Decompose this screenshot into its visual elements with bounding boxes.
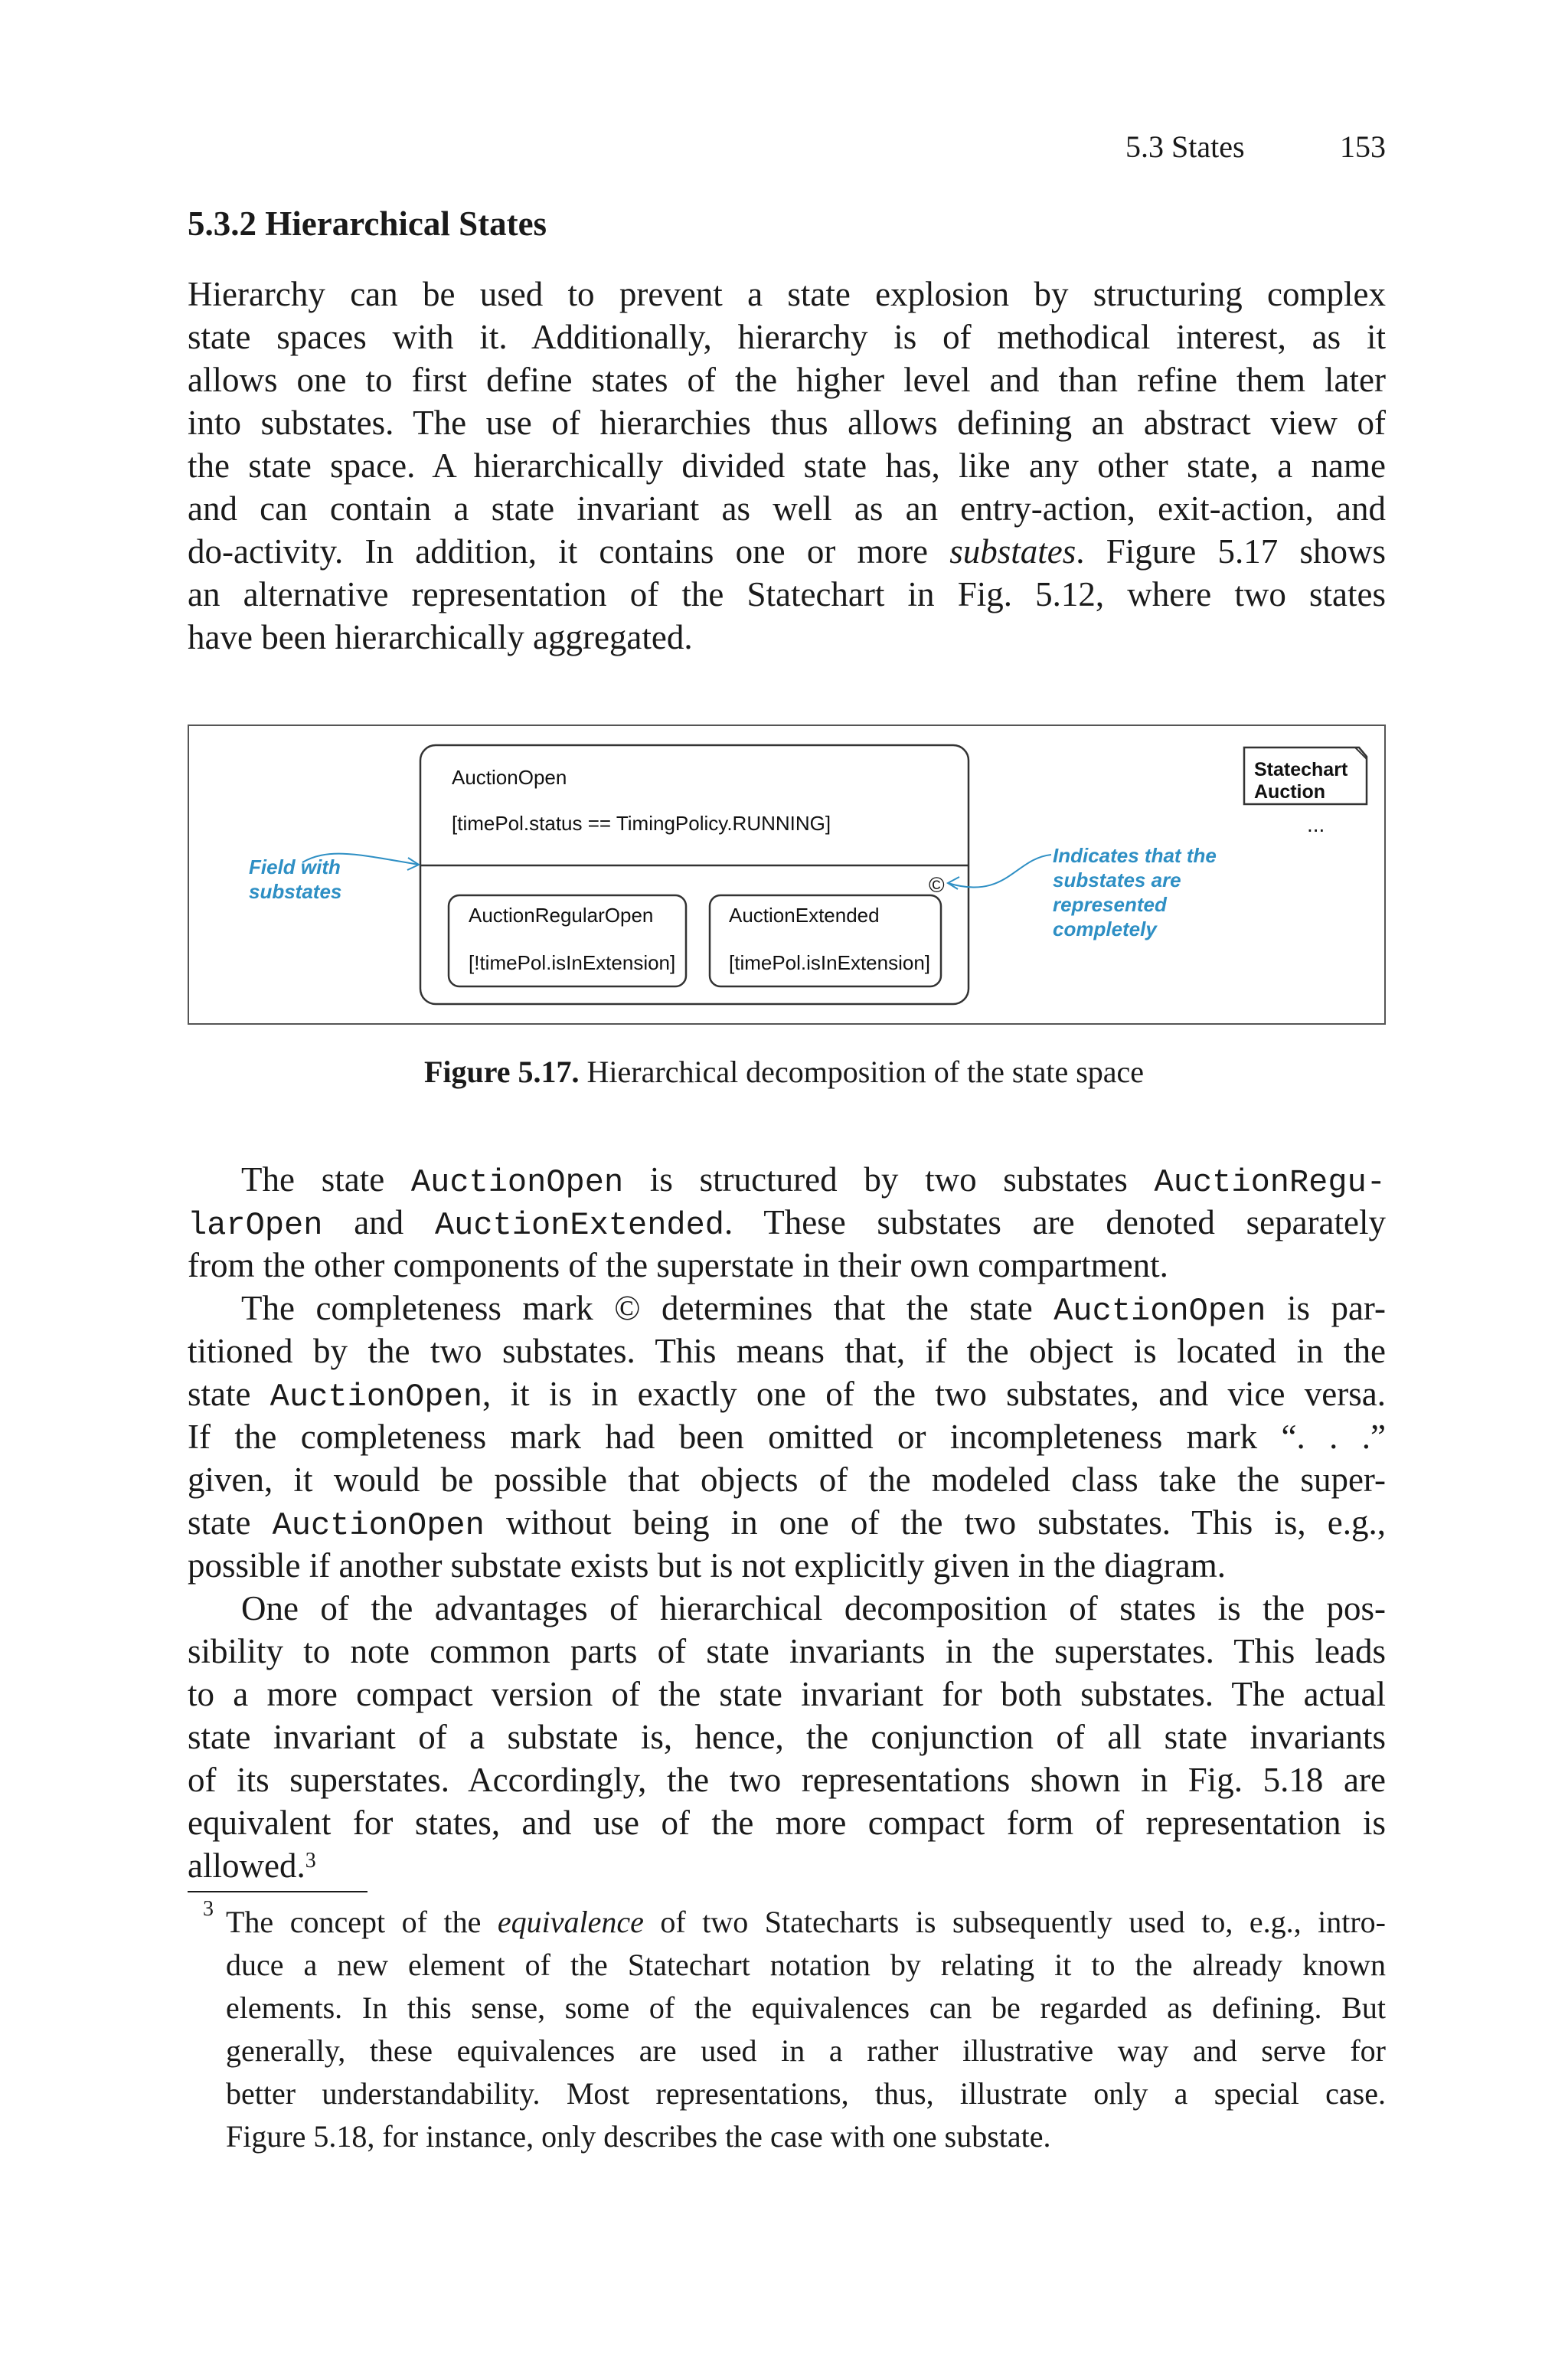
tag-line1: Statechart bbox=[1254, 759, 1348, 780]
figure-5-17 bbox=[188, 725, 1386, 1025]
superstate-invariant: [timePol.status == TimingPolicy.RUNNING] bbox=[452, 812, 831, 835]
paragraph-structure bbox=[188, 1158, 1386, 1287]
text-line: an alternative representation of the Statechart in Fig. 5.12, where two states bbox=[188, 575, 1386, 613]
paragraph-completeness bbox=[188, 1287, 1386, 1587]
annotation-field-line1: Field with bbox=[249, 855, 341, 878]
page-number: 153 bbox=[1340, 129, 1386, 164]
substate2-name: AuctionExtended bbox=[729, 904, 880, 927]
text-line: The completeness mark © determines that the state AuctionOpen is par- bbox=[241, 1289, 1386, 1330]
text-line: have been hierarchically aggregated. bbox=[188, 618, 693, 656]
footnote-line: duce a new element of the Statechart notation by relating it to the already known bbox=[226, 1948, 1386, 1982]
text-line: equivalent for states, and use of the more compact form of representation is bbox=[188, 1804, 1386, 1842]
text-line: possible if another substate exists but is not explicitly given in the diagram. bbox=[188, 1546, 1227, 1585]
section-heading: 5.3.2 Hierarchical States bbox=[188, 204, 547, 243]
emphasis-equivalence: equivalence bbox=[497, 1905, 644, 1939]
text-line: state invariant of a substate is, hence, the conjunction of all state invariants bbox=[188, 1718, 1386, 1756]
text-line: allows one to first define states of the higher level and than refine them later bbox=[188, 361, 1386, 399]
text-line: state spaces with it. Additionally, hierarchy is of methodical interest, as it bbox=[188, 318, 1386, 356]
text-line: state AuctionOpen, it is in exactly one of the two substates, and vice versa. bbox=[188, 1375, 1386, 1415]
text-line: do-activity. In addition, it contains one or more substates. Figure 5.17 shows bbox=[188, 532, 1386, 571]
substate2-invariant: [timePol.isInExtension] bbox=[729, 951, 931, 974]
annotation-complete-line2: substates are bbox=[1053, 868, 1181, 891]
tag-line2: Auction bbox=[1254, 781, 1326, 803]
footnote-mark: 3 bbox=[203, 1897, 214, 1921]
annotation-complete-line4: completely bbox=[1053, 918, 1157, 940]
footnote-line: generally, these equivalences are used in a rather illustrative way and serve for bbox=[226, 2033, 1386, 2068]
completeness-mark: © bbox=[929, 873, 945, 897]
figure-frame bbox=[188, 725, 1385, 1024]
emphasis-substates: substates bbox=[949, 532, 1076, 571]
text-line: Hierarchy can be used to prevent a state explosion by structuring complex bbox=[188, 275, 1386, 313]
text-line: of its superstates. Accordingly, the two representations shown in Fig. 5.18 are bbox=[188, 1761, 1386, 1799]
running-head-section: 5.3 States bbox=[1125, 129, 1245, 164]
text-line: titioned by the two substates. This means that, if the object is located in the bbox=[188, 1332, 1386, 1370]
text-line: the state space. A hierarchically divided state has, like any other state, a name bbox=[188, 446, 1386, 485]
annotation-complete-line3: represented bbox=[1053, 893, 1167, 916]
footnote-line: better understandability. Most representations, thus, illustrate only a special case. bbox=[226, 2076, 1386, 2111]
text-line: allowed.$^3$ bbox=[188, 1846, 316, 1885]
text-line: sibility to note common parts of state invariants in the superstates. This leads bbox=[188, 1632, 1386, 1670]
figure-caption bbox=[0, 1054, 1568, 1090]
caption-text: Hierarchical decomposition of the state space bbox=[579, 1055, 1145, 1089]
superstate-name: AuctionOpen bbox=[452, 766, 567, 789]
paragraph-intro bbox=[188, 273, 1386, 659]
text-line: If the completeness mark had been omitted or incompleteness mark “. . .” bbox=[188, 1418, 1386, 1456]
text-line: and can contain a state invariant as well as an entry-action, exit-action, and bbox=[188, 489, 1386, 528]
caption-label: Figure 5.17. bbox=[423, 1055, 580, 1089]
footnote-line: Figure 5.18, for instance, only describes the case with one substate. bbox=[226, 2119, 1051, 2154]
footnote-line: The concept of the equivalence of two Statecharts is subsequently used to, e.g., intro- bbox=[226, 1905, 1386, 1939]
footnote-rule bbox=[188, 1891, 368, 1892]
annotation-field-line2: substates bbox=[249, 880, 342, 903]
text-line: given, it would be possible that objects of the modeled class take the super- bbox=[188, 1460, 1386, 1499]
text-line: larOpen and AuctionExtended. These substates are denoted separately bbox=[188, 1203, 1386, 1244]
tag-ellipsis: ... bbox=[1307, 813, 1325, 836]
substate1-name: AuctionRegularOpen bbox=[469, 904, 654, 927]
text-line: The state AuctionOpen is structured by two substates AuctionRegu- bbox=[241, 1160, 1386, 1201]
footnote bbox=[226, 1902, 1386, 2160]
text-line: to a more compact version of the state invariant for both substates. The actual bbox=[188, 1675, 1386, 1713]
text-line: state AuctionOpen without being in one of the two substates. This is, e.g., bbox=[188, 1503, 1386, 1544]
substate1-invariant: [!timePol.isInExtension] bbox=[469, 951, 676, 974]
footnote-line: elements. In this sense, some of the equivalences can be regarded as defining. But bbox=[226, 1990, 1386, 2025]
text-line: into substates. The use of hierarchies thus allows defining an abstract view of bbox=[188, 404, 1386, 442]
text-line: from the other components of the superstate in their own compartment. bbox=[188, 1246, 1168, 1284]
completeness-symbol: © bbox=[614, 1289, 641, 1327]
text-line: One of the advantages of hierarchical decomposition of states is the pos- bbox=[241, 1589, 1386, 1627]
paragraph-advantages bbox=[188, 1587, 1386, 1887]
footnote-reference: 3 bbox=[305, 1849, 316, 1873]
annotation-complete-line1: Indicates that the bbox=[1053, 844, 1217, 867]
